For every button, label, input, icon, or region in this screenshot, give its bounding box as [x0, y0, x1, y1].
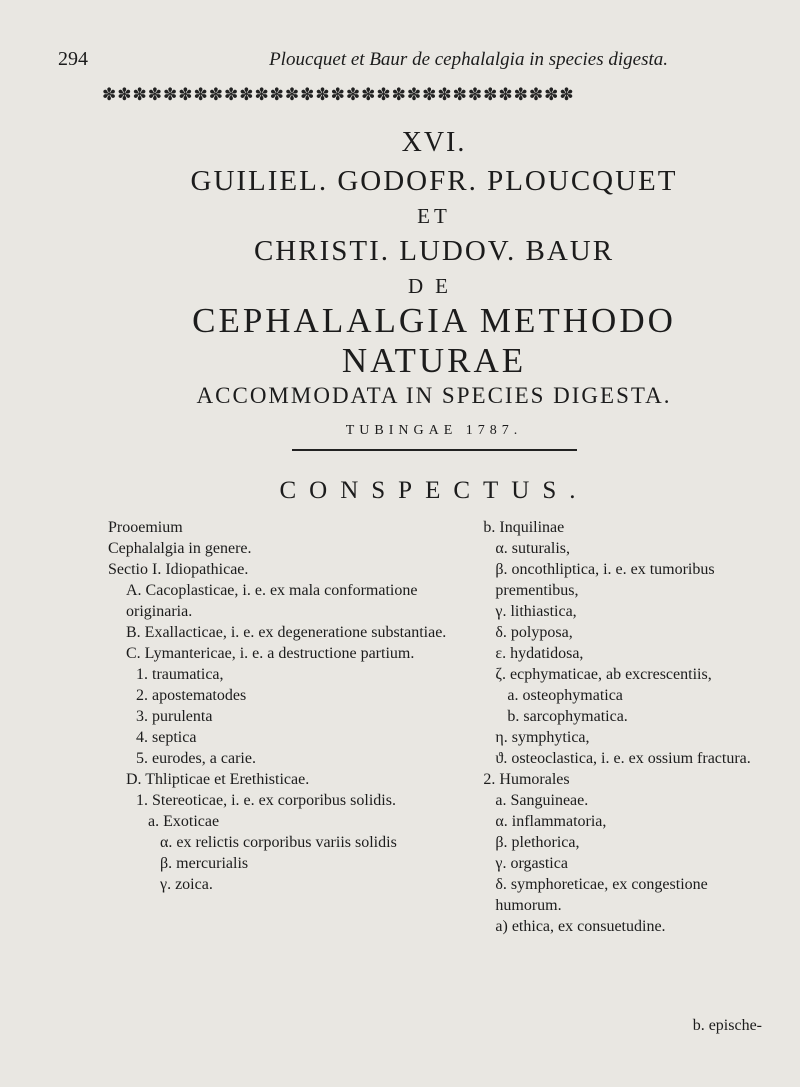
page-number: 294 — [58, 48, 88, 70]
list-item: α. inflammatoria, — [495, 813, 607, 830]
list-item: η. symphytica, — [495, 729, 590, 746]
list-item: B. Exallacticae, i. e. ex degeneratione substantiae. — [126, 624, 447, 641]
title-line-1: CEPHALALGIA METHODO NATURAE — [192, 301, 676, 380]
conspectus-columns — [60, 517, 760, 937]
list-item: β. plethorica, — [495, 834, 580, 851]
article-number: XVI. — [401, 127, 467, 158]
list-item: δ. polyposa, — [495, 624, 573, 641]
left-column — [108, 517, 483, 937]
list-item: a) ethica, ex consuetudine. — [495, 918, 666, 935]
author-1: GUILIEL. GODOFR. PLOUCQUET — [190, 165, 678, 197]
list-item: 3. purulenta — [136, 708, 213, 725]
list-item: γ. lithiastica, — [495, 603, 577, 620]
list-item: a. Exoticae — [148, 813, 220, 830]
list-item: 2. apostematodes — [136, 687, 247, 704]
list-item: γ. zoica. — [160, 876, 213, 893]
list-item: β. oncothliptica, i. e. ex tumoribus prementibus, — [495, 561, 715, 599]
conjunction: ET — [417, 204, 451, 228]
list-item: 1. traumatica, — [136, 666, 224, 683]
list-item: A. Cacoplasticae, i. e. ex mala conformatione originaria. — [126, 582, 418, 620]
running-title: Ploucquet et Baur de cephalalgia in species digesta. — [269, 49, 668, 70]
list-item: ε. hydatidosa, — [495, 645, 584, 662]
catchword: b. epische- — [692, 1017, 762, 1034]
list-item: 2. Humorales — [483, 771, 570, 788]
imprint: TUBINGAE 1787. — [345, 423, 523, 438]
divider-rule — [292, 449, 577, 451]
article-title-block — [104, 127, 764, 505]
running-header — [60, 48, 760, 71]
list-item: D. Thlipticae et Erethisticae. — [126, 771, 310, 788]
list-item: β. mercurialis — [160, 855, 249, 872]
list-item: 1. Stereoticae, i. e. ex corporibus solidis. — [136, 792, 396, 809]
list-item: Prooemium — [108, 519, 183, 536]
author-2: CHRISTI. LUDOV. BAUR — [253, 235, 615, 267]
list-item: α. ex relictis corporibus variis solidis — [160, 834, 397, 851]
list-item: γ. orgastica — [495, 855, 568, 872]
list-item: b. Inquilinae — [483, 519, 565, 536]
list-item: b. sarcophymatica. — [507, 708, 628, 725]
list-item: ζ. ecphymaticae, ab excrescentiis, — [495, 666, 712, 683]
list-item: α. suturalis, — [495, 540, 570, 557]
list-item: 5. eurodes, a carie. — [136, 750, 256, 767]
list-item: ϑ. osteoclastica, i. e. ex ossium fractura. — [495, 750, 751, 767]
right-column — [483, 517, 760, 937]
list-item: δ. symphoreticae, ex congestione humorum. — [495, 876, 708, 914]
preposition: DE — [408, 274, 460, 298]
conspectus-heading: CONSPECTUS. — [279, 477, 589, 504]
list-item: Cephalalgia in genere. — [108, 540, 252, 557]
list-item: a. osteophymatica — [507, 687, 623, 704]
list-item: Sectio I. Idiopathicae. — [108, 561, 249, 578]
list-item: C. Lymantericae, i. e. a destructione partium. — [126, 645, 415, 662]
ornamental-border: ✽✽✽✽✽✽✽✽✽✽✽✽✽✽✽✽✽✽✽✽✽✽✽✽✽✽✽✽✽✽✽ — [102, 85, 575, 105]
list-item: a. Sanguineae. — [495, 792, 589, 809]
list-item: 4. septica — [136, 729, 197, 746]
title-line-2: ACCOMMODATA IN SPECIES DIGESTA. — [196, 383, 672, 408]
